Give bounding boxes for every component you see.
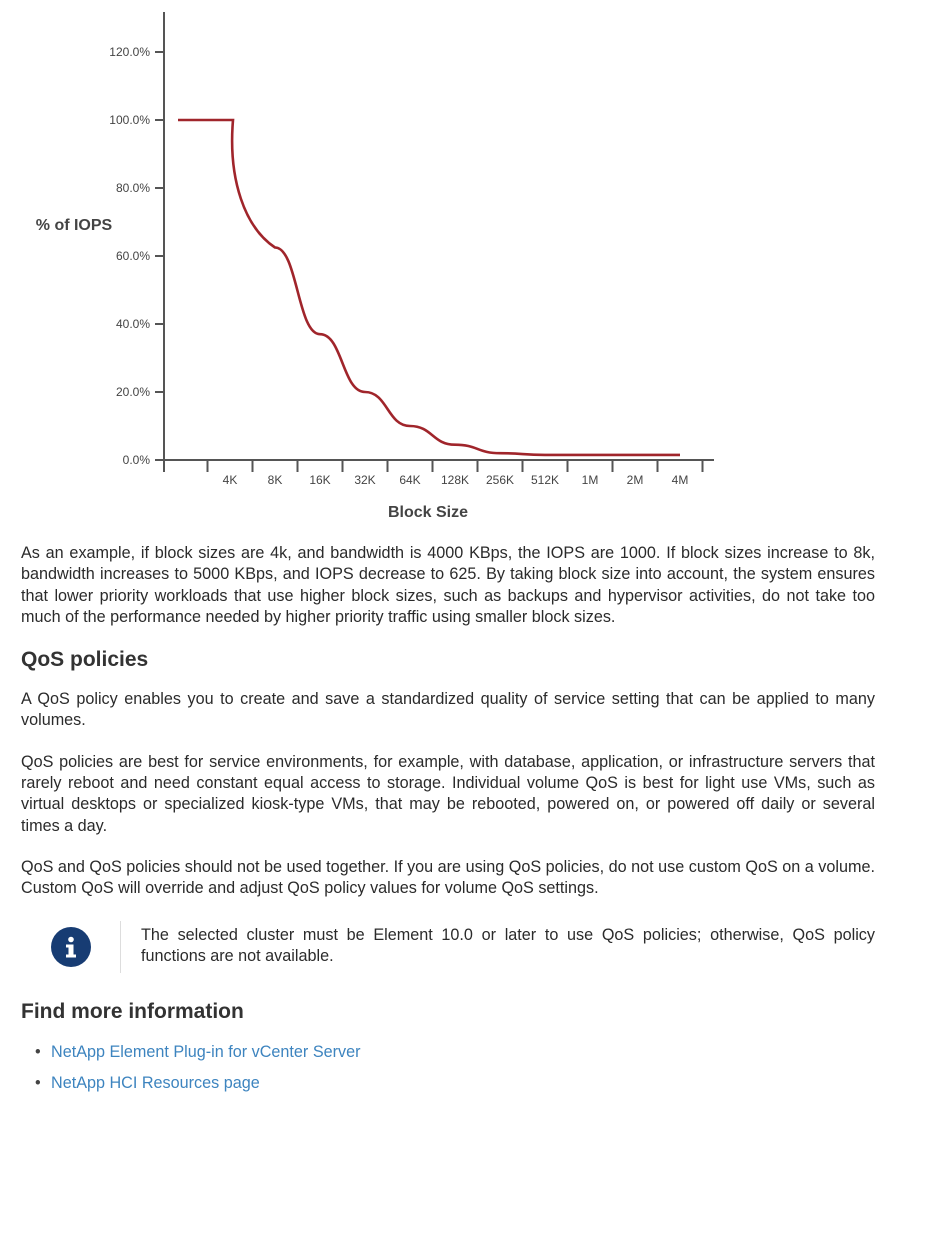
y-tick-label: 20.0% bbox=[115, 385, 150, 399]
bullet: • bbox=[35, 1074, 41, 1093]
note-callout bbox=[21, 921, 875, 974]
note-icon-column bbox=[21, 921, 121, 974]
x-tick-label: 4K bbox=[222, 473, 238, 487]
series-line bbox=[178, 120, 680, 455]
x-tick-label: 2M bbox=[626, 473, 644, 487]
x-tick-label: 32K bbox=[354, 473, 376, 487]
iops-vs-block-size-chart bbox=[0, 0, 950, 530]
qos-policies-heading: QoS policies bbox=[21, 648, 149, 672]
qos-paragraph-1: A QoS policy enables you to create and save a standardized quality of service setting that can be applied to many volumes. bbox=[21, 690, 875, 730]
y-tick-label: 80.0% bbox=[115, 181, 150, 195]
bullet: • bbox=[35, 1043, 41, 1062]
x-tick-label: 16K bbox=[309, 473, 331, 487]
document-body bbox=[21, 543, 875, 1105]
note-text: The selected cluster must be Element 10.0 or later to use QoS policies; otherwise, QoS policy functions are not available. bbox=[141, 925, 875, 965]
info-icon bbox=[51, 927, 91, 967]
y-axis-ticks bbox=[109, 45, 164, 467]
list-item bbox=[21, 1042, 875, 1063]
y-tick-label: 60.0% bbox=[115, 249, 150, 263]
x-tick-label: 512K bbox=[530, 473, 560, 487]
list-item bbox=[21, 1073, 875, 1094]
y-tick-label: 100.0% bbox=[109, 113, 150, 127]
link-hci-resources[interactable]: NetApp HCI Resources page bbox=[51, 1074, 260, 1093]
intro-paragraph: As an example, if block sizes are 4k, and bandwidth is 4000 KBps, the IOPS are 1000. If block sizes increase to 8k, bandwidth increases to 5000 KBps, and IOPS decrease to 625. By taking block size into account, the system ensures that lower priority workloads that use higher block sizes, such as backups and hypervisor activities, do not take too much of the performance needed by higher priority traffic using smaller block sizes. bbox=[21, 544, 875, 626]
qos-paragraph-3: QoS and QoS policies should not be used together. If you are using QoS policies, do not use custom QoS on a volume. Custom QoS will override and adjust QoS policy values for volume QoS settings. bbox=[21, 857, 875, 898]
y-tick-label: 120.0% bbox=[109, 45, 150, 59]
y-tick-label: 0.0% bbox=[122, 453, 150, 467]
x-tick-label: 128K bbox=[440, 473, 470, 487]
x-axis-label: Block Size bbox=[387, 504, 469, 521]
qos-paragraph-2: QoS policies are best for service environments, for example, with database, application, or infrastructure servers that rarely reboot and need constant equal access to storage. Individual volume QoS is best for light use VMs, such as virtual desktops or specialized kiosk-type VMs, that may be rebooted, powered on, or powered off daily or several times a day. bbox=[21, 752, 875, 835]
x-tick-label: 64K bbox=[399, 473, 421, 487]
y-axis-label: % of IOPS bbox=[35, 217, 113, 234]
link-element-plugin[interactable]: NetApp Element Plug-in for vCenter Server bbox=[51, 1043, 361, 1062]
x-tick-label: 4M bbox=[671, 473, 689, 487]
x-tick-label: 8K bbox=[267, 473, 283, 487]
x-axis-ticks bbox=[208, 460, 703, 487]
x-tick-label: 1M bbox=[581, 473, 599, 487]
y-tick-label: 40.0% bbox=[115, 317, 150, 331]
links-list bbox=[21, 1042, 875, 1095]
x-tick-label: 256K bbox=[485, 473, 515, 487]
chart-axes bbox=[164, 12, 714, 472]
find-more-heading: Find more information bbox=[21, 1000, 244, 1024]
